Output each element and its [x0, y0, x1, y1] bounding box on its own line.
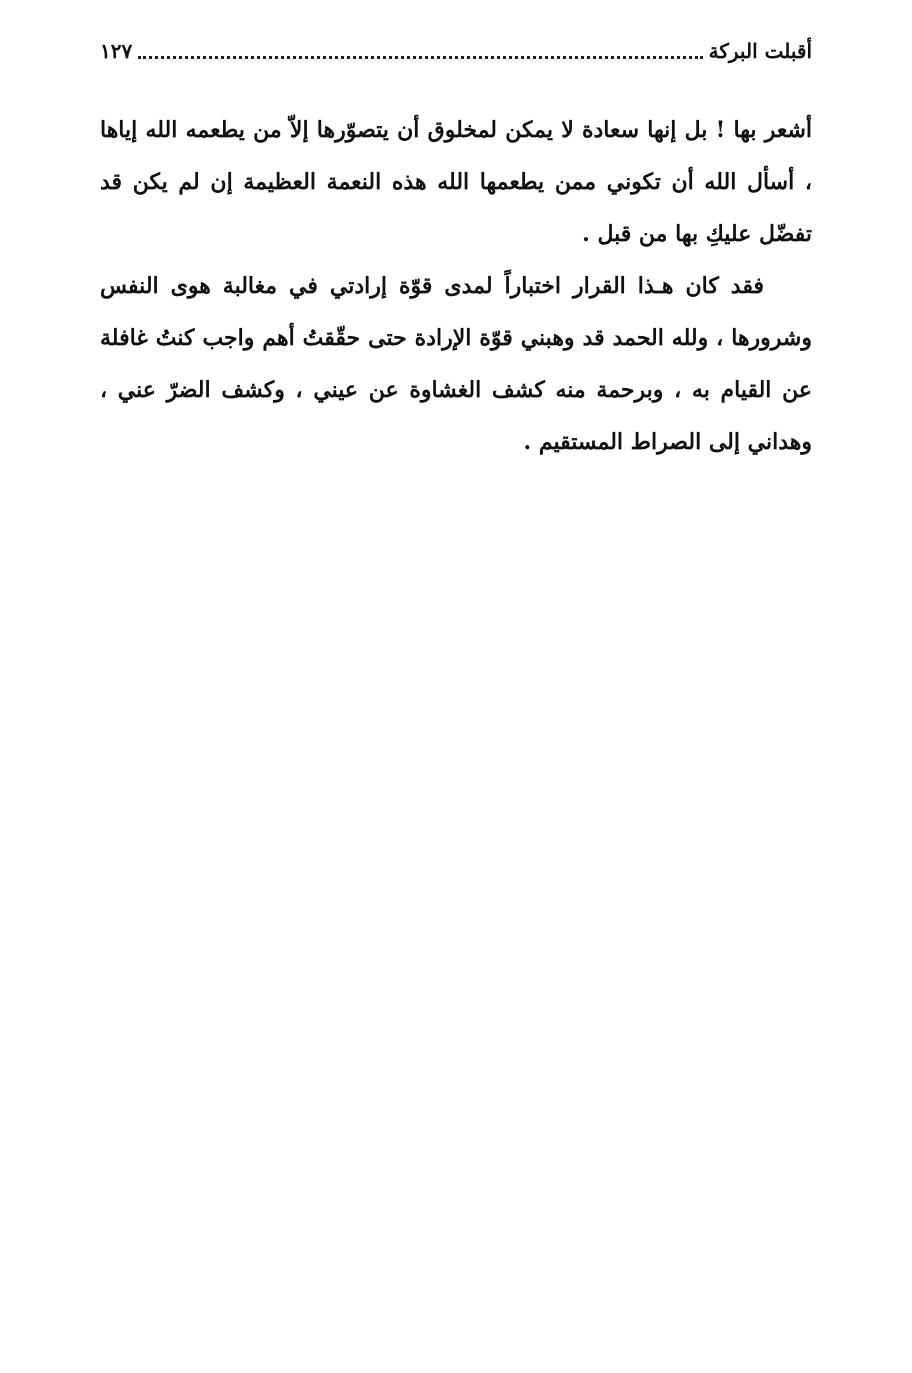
running-header-title: أقبلت البركة — [708, 39, 812, 63]
header-dotted-leader — [138, 56, 702, 59]
running-header — [100, 34, 812, 68]
book-page — [100, 0, 812, 1373]
page-number: ١٢٧ — [100, 39, 133, 63]
paragraph-1: أشعر بها ! بل إنها سعادة لا يمكن لمخلوق أن يتصوّرها إلاّ من يطعمه الله إياها ، أسأل الله أن تكوني ممن يطعمها الله هذه النعمة العظيمة إن لم يكن قد تفضّل عليكِ بها من قبل . — [100, 117, 812, 247]
paragraph-2: فقد كان هـذا القرار اختباراً لمدى قوّة إرادتي في مغالبة هوى النفس وشرورها ، ولله الحمد قد وهبني قوّة الإرادة حتى حقّقتُ أهم واجب كنتُ غافلة عن القيام به ، وبرحمة منه كشف الغشاوة عن عيني ، وكشف الضرّ عني ، وهداني إلى الصراط المستقيم . — [100, 273, 812, 455]
body-text — [100, 104, 812, 468]
